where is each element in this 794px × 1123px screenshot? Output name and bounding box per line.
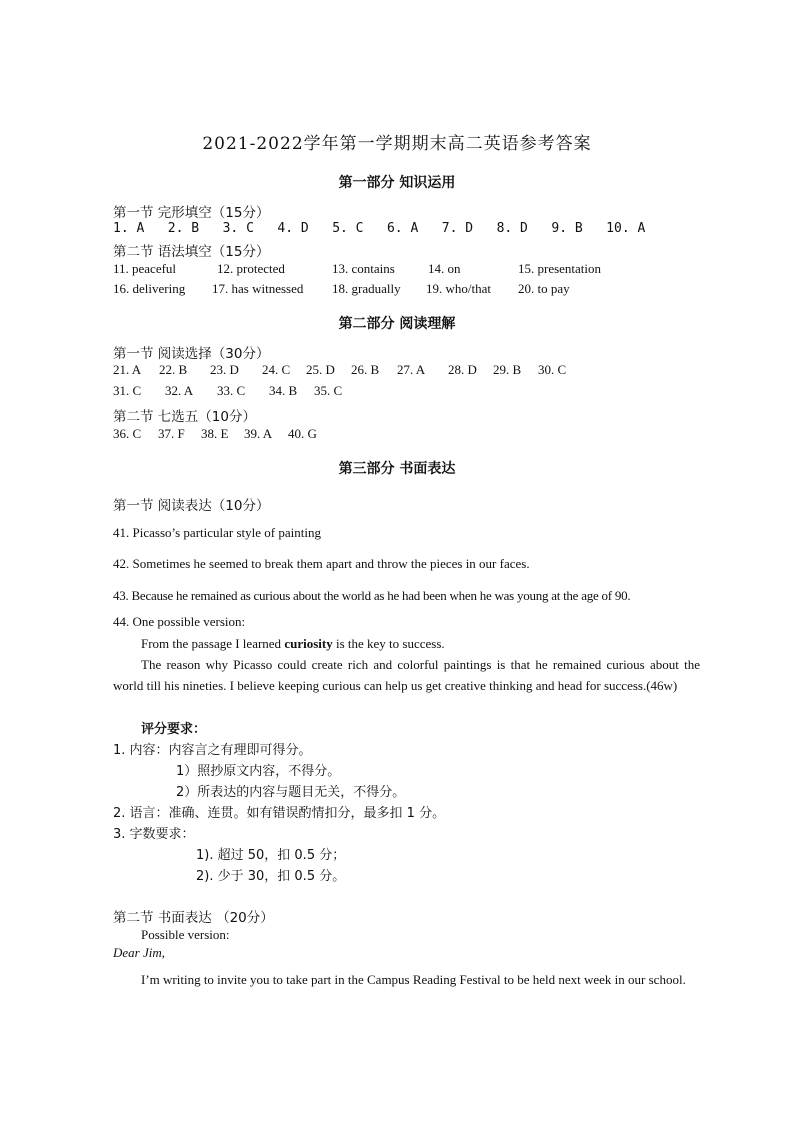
part3-heading: 第三部分 书面表达 [338, 461, 456, 477]
answer-item: 8. D [496, 221, 528, 236]
answer-item: 5. C [332, 221, 364, 236]
letter-paragraph-1: I’m writing to invite you to take part in the Campus Reading Festival to be held next week in our school. [141, 972, 686, 987]
answer-item: 4. D [277, 221, 309, 236]
criteria-item: 2. 语言：准确、连贯。如有错误酌情扣分，最多扣 1 分。 [113, 806, 446, 821]
criteria-subitem: 2). 少于 30，扣 0.5 分。 [196, 869, 346, 884]
answer-item: 24. C [262, 362, 291, 377]
answer-item: 40. G [288, 426, 317, 441]
answer-item: 10. A [606, 221, 646, 236]
answer-item: 11. peaceful [113, 261, 177, 276]
answer-43: 43. Because he remained as curious about the world as he had been when he was young at the age of 90. [113, 588, 631, 603]
answer-item: 32. A [165, 383, 194, 398]
answer-item: 38. E [201, 426, 229, 441]
answer-item: 39. A [244, 426, 273, 441]
answer-item: 30. C [538, 362, 567, 377]
criteria-subitem: 1）照抄原文内容，不得分。 [176, 764, 341, 779]
part3-sec2-heading: 第二节 书面表达 （20分） [113, 910, 274, 926]
answer-item: 3. C [222, 221, 254, 236]
answer-item: 16. delivering [113, 281, 186, 296]
answer-item: 2. B [167, 221, 200, 236]
answer-item: 9. B [551, 221, 583, 236]
answer-item: 13. contains [332, 261, 395, 276]
answer-item: 28. D [448, 362, 477, 377]
criteria-heading: 评分要求： [141, 722, 207, 737]
answer-item: 36. C [113, 426, 142, 441]
criteria-item: 3. 字数要求： [113, 827, 195, 842]
possible-version-label: Possible version: [141, 927, 230, 942]
answer-item: 12. protected [217, 261, 285, 276]
answer-item: 15. presentation [518, 261, 602, 276]
answer-item: 19. who/that [426, 281, 491, 296]
answer-item: 27. A [397, 362, 426, 377]
sample-paragraph-1 [113, 633, 700, 654]
answer-item: 35. C [314, 383, 343, 398]
answer-44-label: 44. One possible version: [113, 614, 246, 629]
answer-41: 41. Picasso’s particular style of painting [113, 525, 321, 540]
part1-sec2-heading: 第二节 语法填空（15分） [113, 244, 270, 260]
answer-item: 18. gradually [332, 281, 401, 296]
letter-salutation: Dear Jim, [113, 945, 165, 960]
page-title: 2021-2022学年第一学期期末高二英语参考答案 [202, 134, 592, 154]
criteria-item: 1. 内容：内容言之有理即可得分。 [113, 743, 312, 758]
part1-sec1-heading: 第一节 完形填空（15分） [113, 205, 270, 221]
answer-item: 22. B [159, 362, 188, 377]
answer-item: 25. D [306, 362, 335, 377]
part1-sec1-answers [113, 221, 645, 236]
paragraph-text: From the passage I learned [141, 636, 285, 651]
criteria-subitem: 2）所表达的内容与题目无关，不得分。 [176, 785, 406, 800]
answer-item: 29. B [493, 362, 522, 377]
answer-42: 42. Sometimes he seemed to break them apart and throw the pieces in our faces. [113, 556, 530, 571]
answer-item: 33. C [217, 383, 246, 398]
answer-item: 23. D [210, 362, 239, 377]
sample-paragraph-2: The reason why Picasso could create rich and colorful paintings is that he remained curious about the world till his nineties. I believe keeping curious can help us get creative thinking and head for success.(46w) [113, 657, 700, 693]
answer-item: 31. C [113, 383, 142, 398]
answer-item: 1. A [113, 221, 145, 236]
part2-heading: 第二部分 阅读理解 [338, 316, 456, 332]
part2-sec2-heading: 第二节 七选五（10分） [113, 409, 256, 425]
emphasis-word: curiosity [284, 636, 333, 651]
answer-item: 34. B [269, 383, 298, 398]
answer-item: 20. to pay [518, 281, 570, 296]
answer-item: 21. A [113, 362, 142, 377]
answer-item: 14. on [428, 261, 461, 276]
answer-item: 17. has witnessed [212, 281, 304, 296]
answer-item: 37. F [158, 426, 185, 441]
part1-heading: 第一部分 知识运用 [338, 175, 456, 191]
answer-item: 7. D [441, 221, 474, 236]
criteria-subitem: 1). 超过 50，扣 0.5 分； [196, 848, 346, 863]
paragraph-text: is the key to success. [332, 636, 445, 651]
answer-item: 6. A [386, 221, 419, 236]
answer-item: 26. B [351, 362, 380, 377]
part3-sec1-heading: 第一节 阅读表达（10分） [113, 498, 270, 514]
part2-sec1-heading: 第一节 阅读选择（30分） [113, 346, 270, 362]
